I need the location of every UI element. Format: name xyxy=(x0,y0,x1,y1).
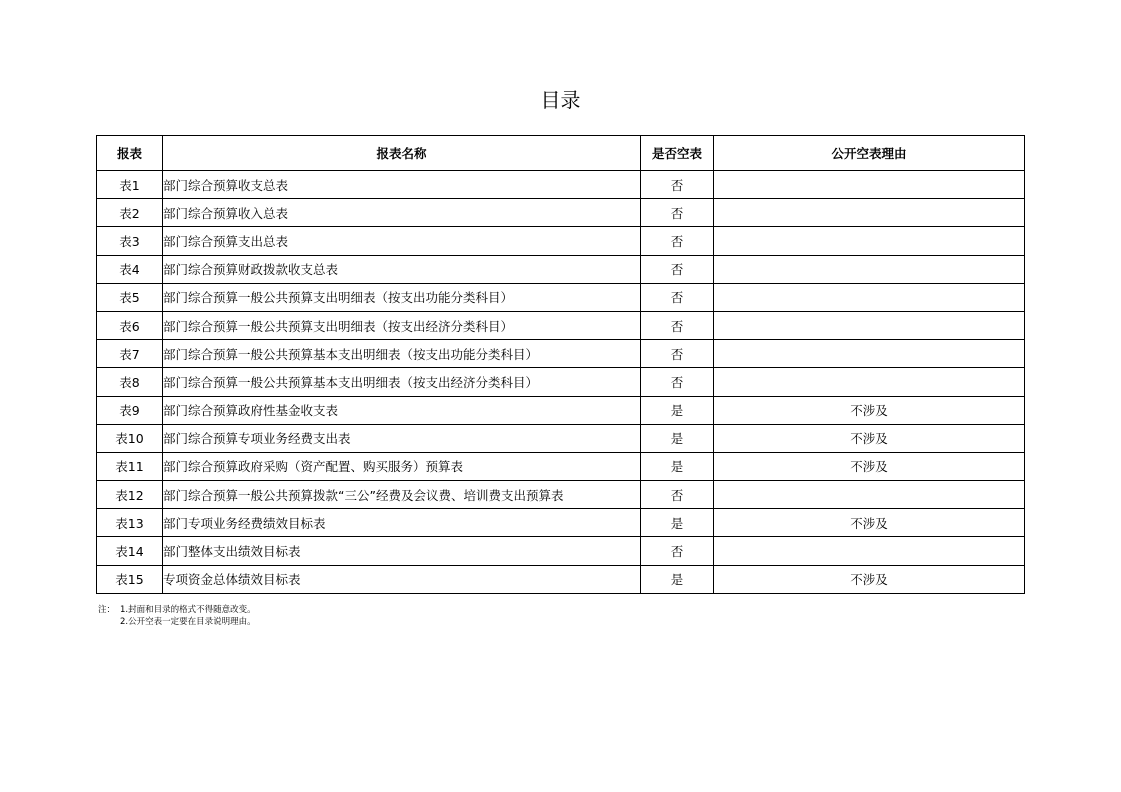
is-empty-value: 是 xyxy=(641,396,714,424)
is-empty-value: 否 xyxy=(641,283,714,311)
report-code: 表9 xyxy=(97,396,163,424)
report-name: 部门综合预算支出总表 xyxy=(163,227,641,255)
report-code: 表4 xyxy=(97,255,163,283)
is-empty-value: 否 xyxy=(641,368,714,396)
table-row xyxy=(97,340,1025,368)
header-report-name: 报表名称 xyxy=(163,136,641,171)
empty-reason: 不涉及 xyxy=(714,509,1025,537)
report-name: 部门综合预算政府采购（资产配置、购买服务）预算表 xyxy=(163,452,641,480)
header-report-code: 报表 xyxy=(97,136,163,171)
is-empty-value: 否 xyxy=(641,340,714,368)
empty-reason: 不涉及 xyxy=(714,452,1025,480)
footnotes xyxy=(98,604,256,628)
footnote-text: 1.封面和目录的格式不得随意改变。 xyxy=(120,605,256,615)
is-empty-value: 否 xyxy=(641,199,714,227)
is-empty-value: 是 xyxy=(641,565,714,593)
table-row xyxy=(97,565,1025,593)
report-code: 表13 xyxy=(97,509,163,537)
report-name: 部门综合预算政府性基金收支表 xyxy=(163,396,641,424)
table-row xyxy=(97,368,1025,396)
is-empty-value: 否 xyxy=(641,311,714,339)
table-row xyxy=(97,311,1025,339)
empty-reason xyxy=(714,340,1025,368)
report-name: 部门综合预算一般公共预算拨款“三公”经费及会议费、培训费支出预算表 xyxy=(163,481,641,509)
footnote-line xyxy=(98,616,256,628)
report-name: 部门综合预算收入总表 xyxy=(163,199,641,227)
report-name: 部门综合预算收支总表 xyxy=(163,171,641,199)
empty-reason xyxy=(714,199,1025,227)
table-row xyxy=(97,452,1025,480)
empty-reason: 不涉及 xyxy=(714,396,1025,424)
empty-reason xyxy=(714,481,1025,509)
empty-reason xyxy=(714,171,1025,199)
empty-reason xyxy=(714,255,1025,283)
table-row xyxy=(97,227,1025,255)
footnote-text: 2.公开空表一定要在目录说明理由。 xyxy=(120,617,256,627)
empty-reason xyxy=(714,368,1025,396)
report-name: 部门综合预算一般公共预算基本支出明细表（按支出经济分类科目） xyxy=(163,368,641,396)
report-code: 表6 xyxy=(97,311,163,339)
is-empty-value: 是 xyxy=(641,452,714,480)
report-code: 表5 xyxy=(97,283,163,311)
table-row xyxy=(97,199,1025,227)
report-code: 表11 xyxy=(97,452,163,480)
table-row xyxy=(97,537,1025,565)
report-name: 部门整体支出绩效目标表 xyxy=(163,537,641,565)
report-code: 表10 xyxy=(97,424,163,452)
table-row xyxy=(97,509,1025,537)
report-code: 表7 xyxy=(97,340,163,368)
is-empty-value: 否 xyxy=(641,481,714,509)
table-header-row xyxy=(97,136,1025,171)
empty-reason: 不涉及 xyxy=(714,424,1025,452)
empty-reason xyxy=(714,311,1025,339)
report-name: 部门综合预算财政拨款收支总表 xyxy=(163,255,641,283)
report-name: 专项资金总体绩效目标表 xyxy=(163,565,641,593)
report-index-table xyxy=(96,135,1025,594)
table-row xyxy=(97,396,1025,424)
report-code: 表1 xyxy=(97,171,163,199)
empty-reason: 不涉及 xyxy=(714,565,1025,593)
empty-reason xyxy=(714,537,1025,565)
header-is-empty: 是否空表 xyxy=(641,136,714,171)
empty-reason xyxy=(714,283,1025,311)
table-row xyxy=(97,171,1025,199)
report-name: 部门综合预算一般公共预算基本支出明细表（按支出功能分类科目） xyxy=(163,340,641,368)
is-empty-value: 否 xyxy=(641,537,714,565)
report-name: 部门综合预算一般公共预算支出明细表（按支出经济分类科目） xyxy=(163,311,641,339)
report-code: 表3 xyxy=(97,227,163,255)
footnote-line xyxy=(98,604,256,616)
report-code: 表15 xyxy=(97,565,163,593)
empty-reason xyxy=(714,227,1025,255)
footnote-prefix: 注： xyxy=(98,605,116,615)
table-row xyxy=(97,255,1025,283)
report-code: 表12 xyxy=(97,481,163,509)
report-code: 表14 xyxy=(97,537,163,565)
report-name: 部门综合预算专项业务经费支出表 xyxy=(163,424,641,452)
is-empty-value: 否 xyxy=(641,227,714,255)
is-empty-value: 否 xyxy=(641,171,714,199)
is-empty-value: 是 xyxy=(641,424,714,452)
page-title: 目录 xyxy=(540,88,581,112)
report-name: 部门专项业务经费绩效目标表 xyxy=(163,509,641,537)
table-row xyxy=(97,481,1025,509)
is-empty-value: 是 xyxy=(641,509,714,537)
report-code: 表8 xyxy=(97,368,163,396)
is-empty-value: 否 xyxy=(641,255,714,283)
report-name: 部门综合预算一般公共预算支出明细表（按支出功能分类科目） xyxy=(163,283,641,311)
table-row xyxy=(97,424,1025,452)
report-code: 表2 xyxy=(97,199,163,227)
header-empty-reason: 公开空表理由 xyxy=(714,136,1025,171)
table-row xyxy=(97,283,1025,311)
